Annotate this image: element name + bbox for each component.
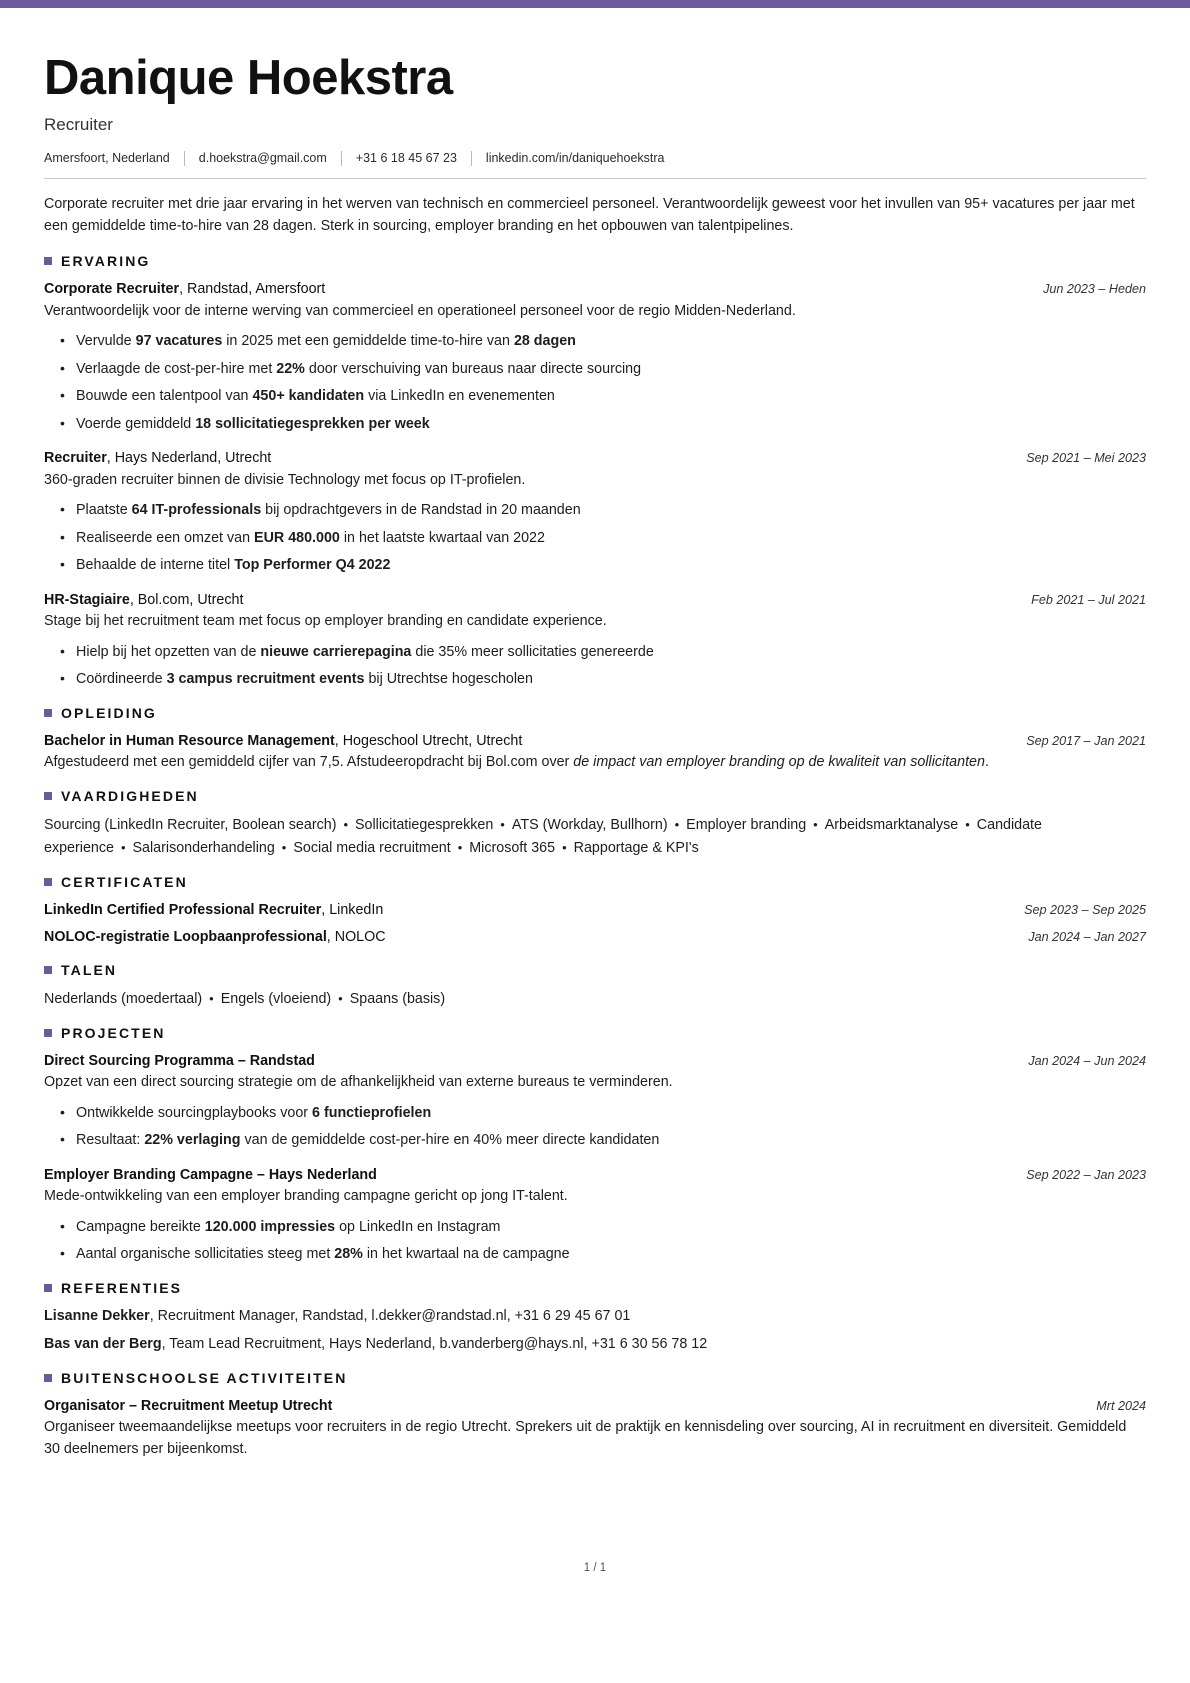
section-header-references (44, 1280, 1146, 1296)
entry-header (44, 279, 1146, 300)
header-divider (44, 178, 1146, 179)
certificates-list (44, 900, 1146, 947)
entry-header (44, 731, 1146, 752)
section-skills (44, 788, 1146, 860)
project-date-range: Jan 2024 – Jun 2024 (1028, 1053, 1146, 1068)
job-date-range: Sep 2021 – Mei 2023 (1026, 451, 1146, 466)
job-date-range: Feb 2021 – Jul 2021 (1031, 592, 1146, 607)
section-experience (44, 253, 1146, 690)
square-bullet-icon (44, 1374, 52, 1382)
contact-item[interactable]: d.hoekstra@gmail.com (198, 151, 327, 166)
section-title-education: OPLEIDING (61, 704, 157, 721)
page-footer: 1 / 1 (583, 1562, 607, 1574)
square-bullet-icon (44, 966, 52, 974)
certificate-entry (44, 900, 1146, 921)
achievement-item: • Voerde gemiddeld 18 sollicitatiegesprekken per week (76, 414, 1146, 435)
job-title: HR-Stagiaire, Bol.com, Utrecht (44, 591, 244, 608)
skill-item: Rapportage & KPI's (573, 839, 699, 856)
section-education (44, 705, 1146, 774)
section-header-skills (44, 788, 1146, 804)
project-entry (44, 1165, 1146, 1266)
contact-separator (471, 151, 472, 166)
skill-item: Microsoft 365 (469, 839, 556, 856)
reference-entry: Lisanne Dekker, Recruitment Manager, Randstad, l.dekker@randstad.nl, +31 6 29 45 67 01 (44, 1307, 631, 1324)
experience-entry (44, 448, 1146, 576)
education-entry (44, 731, 1146, 774)
contact-row (44, 151, 1146, 166)
achievement-list (44, 1103, 1146, 1152)
education-date-range: Sep 2017 – Jan 2021 (1026, 733, 1146, 748)
section-certificates (44, 874, 1146, 947)
section-title-skills: VAARDIGHEDEN (61, 787, 199, 804)
skill-item: Employer branding (686, 816, 807, 833)
square-bullet-icon (44, 709, 52, 717)
section-header-extracurricular (44, 1370, 1146, 1386)
job-title: Corporate Recruiter, Randstad, Amersfoort (44, 281, 326, 298)
experience-list (44, 279, 1146, 690)
language-item: Nederlands (moedertaal) (44, 990, 203, 1007)
skill-item: Salarisonderhandeling (132, 839, 275, 856)
language-separator: • (338, 990, 343, 1006)
achievement-item: • Bouwde een talentpool van 450+ kandidaten via LinkedIn en evenementen (76, 386, 1146, 407)
skill-separator: • (120, 839, 126, 855)
education-description: Afgestudeerd met een gemiddeld cijfer van 7,5. Afstudeeropdracht bij Bol.com over de impact van employer branding op de kwaliteit van sollicitanten. (44, 754, 989, 771)
section-projects (44, 1025, 1146, 1266)
section-header-languages (44, 962, 1146, 978)
skills-list (44, 814, 1146, 860)
references-list (44, 1306, 1146, 1356)
skill-separator: • (343, 816, 349, 832)
square-bullet-icon (44, 878, 52, 886)
project-date-range: Sep 2022 – Jan 2023 (1026, 1167, 1146, 1182)
skill-item: Arbeidsmarktanalyse (824, 816, 959, 833)
section-title-languages: TALEN (61, 961, 118, 978)
certificate-date-range: Sep 2023 – Sep 2025 (1024, 903, 1146, 918)
skill-item: Social media recruitment (293, 839, 451, 856)
experience-entry (44, 279, 1146, 435)
contact-separator (184, 151, 185, 166)
activity-description: Organiseer tweemaandelijkse meetups voor recruiters in de regio Utrecht. Sprekers uit de praktijk en kennisdeling over sourcing, AI in recruitment en diversiteit. Gemiddeld 30 deelnemers per bijeenkomst. (44, 1419, 1127, 1457)
entry-header (44, 590, 1146, 611)
entry-header (44, 1396, 1146, 1417)
certificate-name: LinkedIn Certified Professional Recruiter, LinkedIn (44, 902, 384, 919)
section-title-extracurricular: BUITENSCHOOLSE ACTIVITEITEN (61, 1369, 348, 1386)
resume-page (0, 8, 1190, 1608)
activity-name: Organisator – Recruitment Meetup Utrecht (44, 1397, 333, 1414)
section-extracurricular (44, 1370, 1146, 1461)
skill-item: ATS (Workday, Bullhorn) (511, 816, 668, 833)
section-title-references: REFERENTIES (61, 1279, 183, 1296)
section-header-education (44, 705, 1146, 721)
contact-separator (341, 151, 342, 166)
contact-item[interactable]: linkedin.com/in/daniquehoekstra (485, 151, 665, 166)
achievement-item: • Hielp bij het opzetten van de nieuwe carrierepagina die 35% meer sollicitaties genereerde (76, 642, 1146, 663)
project-description: Opzet van een direct sourcing strategie om de afhankelijkheid van externe bureaus te verminderen. (44, 1074, 673, 1091)
professional-summary: Corporate recruiter met drie jaar ervaring in het werven van technisch en commercieel personeel. Verantwoordelijk geweest voor het invullen van 95+ vacatures per jaar met een gemiddelde time-to-hire van 28 dagen. Sterk in sourcing, employer branding en het opbouwen van talentpipelines. (44, 195, 1135, 235)
achievement-list (44, 642, 1146, 691)
project-description: Mede-ontwikkeling van een employer branding campagne gericht op jong IT-talent. (44, 1188, 568, 1205)
achievement-item: • Campagne bereikte 120.000 impressies op LinkedIn en Instagram (76, 1217, 1146, 1238)
activity-date: Mrt 2024 (1096, 1398, 1146, 1413)
section-title-projects: PROJECTEN (61, 1024, 166, 1041)
page-title: Danique Hoekstra (44, 51, 453, 105)
language-item: Engels (vloeiend) (220, 990, 332, 1007)
section-header-experience (44, 253, 1146, 269)
square-bullet-icon (44, 792, 52, 800)
activity-entry (44, 1396, 1146, 1461)
achievement-item: • Behaalde de interne titel Top Performer Q4 2022 (76, 555, 1146, 576)
project-name: Employer Branding Campagne – Hays Nederland (44, 1166, 377, 1183)
achievement-item: • Resultaat: 22% verlaging van de gemiddelde cost-per-hire en 40% meer directe kandidaten (76, 1130, 1146, 1151)
square-bullet-icon (44, 1284, 52, 1292)
skill-item: Sourcing (LinkedIn Recruiter, Boolean search) (44, 816, 337, 833)
project-entry (44, 1051, 1146, 1152)
section-title-certificates: CERTIFICATEN (61, 874, 188, 891)
entry-header (44, 1051, 1146, 1072)
section-languages (44, 962, 1146, 1011)
certificate-date-range: Jan 2024 – Jan 2027 (1028, 929, 1146, 944)
achievement-item: • Ontwikkelde sourcingplaybooks voor 6 functieprofielen (76, 1103, 1146, 1124)
achievement-item: • Realiseerde een omzet van EUR 480.000 in het laatste kwartaal van 2022 (76, 528, 1146, 549)
section-references (44, 1280, 1146, 1356)
job-description: Stage bij het recruitment team met focus op employer branding en candidate experience. (44, 613, 607, 630)
reference-entry: Bas van der Berg, Team Lead Recruitment, Hays Nederland, b.vanderberg@hays.nl, +31 6 30 56 78 12 (44, 1336, 708, 1353)
contact-item[interactable]: +31 6 18 45 67 23 (355, 151, 457, 166)
square-bullet-icon (44, 257, 52, 265)
extracurricular-list (44, 1396, 1146, 1461)
job-date-range: Jun 2023 – Heden (1043, 282, 1146, 297)
certificate-entry (44, 927, 1146, 948)
certificate-name: NOLOC-registratie Loopbaanprofessional, NOLOC (44, 928, 386, 945)
achievement-item: • Aantal organische sollicitaties steeg met 28% in het kwartaal na de campagne (76, 1244, 1146, 1265)
section-header-projects (44, 1025, 1146, 1041)
entry-header (44, 1165, 1146, 1186)
skill-separator: • (813, 816, 818, 832)
job-title: Recruiter, Hays Nederland, Utrecht (44, 450, 272, 467)
skill-item: Sollicitatiegesprekken (355, 816, 494, 833)
language-item: Spaans (basis) (349, 990, 446, 1007)
language-separator: • (209, 990, 214, 1006)
accent-top-bar (0, 0, 1190, 8)
skill-separator: • (965, 816, 970, 832)
skill-separator: • (500, 816, 505, 832)
languages-list (44, 988, 1146, 1011)
job-description: 360-graden recruiter binnen de divisie Technology met focus op IT-profielen. (44, 471, 526, 488)
achievement-item: • Verlaagde de cost-per-hire met 22% door verschuiving van bureaus naar directe sourcing (76, 359, 1146, 380)
experience-entry (44, 590, 1146, 691)
skill-separator: • (674, 816, 680, 832)
section-header-certificates (44, 874, 1146, 890)
skill-separator: • (281, 839, 287, 855)
achievement-list (44, 1217, 1146, 1266)
achievement-item: • Plaatste 64 IT-professionals bij opdrachtgevers in de Randstad in 20 maanden (76, 500, 1146, 521)
achievement-list (44, 331, 1146, 435)
achievement-item: • Vervulde 97 vacatures in 2025 met een gemiddelde time-to-hire van 28 dagen (76, 331, 1146, 352)
education-list (44, 731, 1146, 774)
achievement-item: • Coördineerde 3 campus recruitment events bij Utrechtse hogescholen (76, 669, 1146, 690)
achievement-list (44, 500, 1146, 576)
projects-list (44, 1051, 1146, 1266)
degree-title: Bachelor in Human Resource Management, Hogeschool Utrecht, Utrecht (44, 732, 523, 749)
job-description: Verantwoordelijk voor de interne werving van commercieel en operationeel personeel voor de regio Midden-Nederland. (44, 302, 796, 319)
contact-item[interactable]: Amersfoort, Nederland (44, 151, 170, 166)
square-bullet-icon (44, 1029, 52, 1037)
skill-separator: • (562, 839, 567, 855)
job-headline: Recruiter (44, 114, 113, 134)
skill-separator: • (457, 839, 463, 855)
skill-item: Candidate experience (44, 816, 1042, 856)
entry-header (44, 448, 1146, 469)
section-title-experience: ERVARING (61, 253, 151, 270)
project-name: Direct Sourcing Programma – Randstad (44, 1052, 315, 1069)
